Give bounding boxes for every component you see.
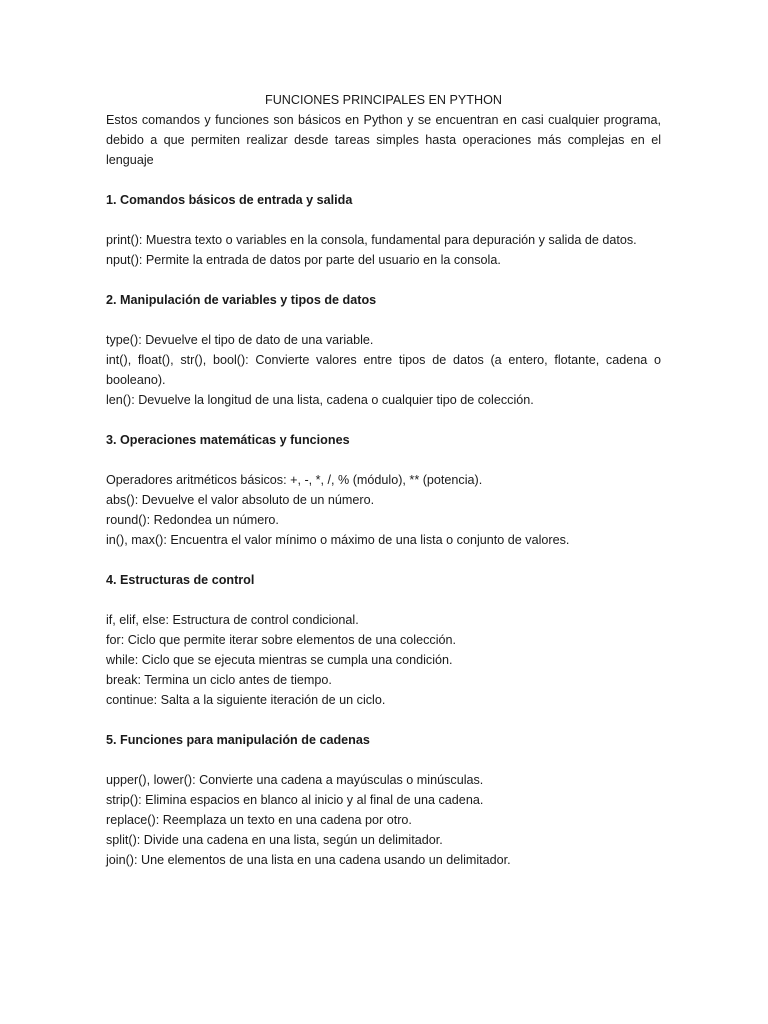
section-heading: 5. Funciones para manipulación de cadenas <box>106 733 370 747</box>
list-item: strip(): Elimina espacios en blanco al inicio y al final de una cadena. <box>106 793 484 807</box>
list-item: nput(): Permite la entrada de datos por parte del usuario en la consola. <box>106 253 501 267</box>
intro-line: debido a que permiten realizar desde tareas simples hasta operaciones más complejas en el lenguaje <box>106 133 661 167</box>
list-item: booleano). <box>106 373 166 387</box>
list-item: split(): Divide una cadena en una lista, según un delimitador. <box>106 833 443 847</box>
list-item: len(): Devuelve la longitud de una lista, cadena o cualquier tipo de colección. <box>106 393 534 407</box>
list-item: for: Ciclo que permite iterar sobre elementos de una colección. <box>106 633 457 647</box>
list-item: type(): Devuelve el tipo de dato de una variable. <box>106 333 374 347</box>
section-heading: 1. Comandos básicos de entrada y salida <box>106 193 353 207</box>
section-heading: 4. Estructuras de control <box>106 573 255 587</box>
list-item: join(): Une elementos de una lista en una cadena usando un delimitador. <box>106 853 511 867</box>
list-item: break: Termina un ciclo antes de tiempo. <box>106 673 332 687</box>
list-item: while: Ciclo que se ejecuta mientras se cumpla una condición. <box>106 653 453 667</box>
list-item: print(): Muestra texto o variables en la consola, fundamental para depuración y salida de datos. <box>106 233 637 247</box>
list-item: Operadores aritméticos básicos: +, -, *, /, % (módulo), ** (potencia). <box>106 473 483 487</box>
intro-line: Estos comandos y funciones son básicos en Python y se encuentran en casi cualquier programa, <box>106 113 661 127</box>
list-item: int(), float(), str(), bool(): Convierte valores entre tipos de datos (a entero, flotante, cadena o <box>106 353 661 367</box>
section-heading: 2. Manipulación de variables y tipos de datos <box>106 293 377 307</box>
intro-paragraph <box>106 110 661 170</box>
section-body <box>106 610 661 710</box>
list-item: if, elif, else: Estructura de control condicional. <box>106 613 359 627</box>
list-item: round(): Redondea un número. <box>106 513 279 527</box>
list-item: abs(): Devuelve el valor absoluto de un número. <box>106 493 375 507</box>
list-item: upper(), lower(): Convierte una cadena a mayúsculas o minúsculas. <box>106 773 484 787</box>
section-body <box>106 770 661 870</box>
list-item: continue: Salta a la siguiente iteración de un ciclo. <box>106 693 386 707</box>
section-heading: 3. Operaciones matemáticas y funciones <box>106 433 350 447</box>
section-body <box>106 470 661 550</box>
section-body <box>106 330 661 410</box>
document-content <box>106 90 661 870</box>
list-item: in(), max(): Encuentra el valor mínimo o máximo de una lista o conjunto de valores. <box>106 533 570 547</box>
list-item: replace(): Reemplaza un texto en una cadena por otro. <box>106 813 412 827</box>
section-body <box>106 230 661 270</box>
document-title: FUNCIONES PRINCIPALES EN PYTHON <box>265 93 502 107</box>
